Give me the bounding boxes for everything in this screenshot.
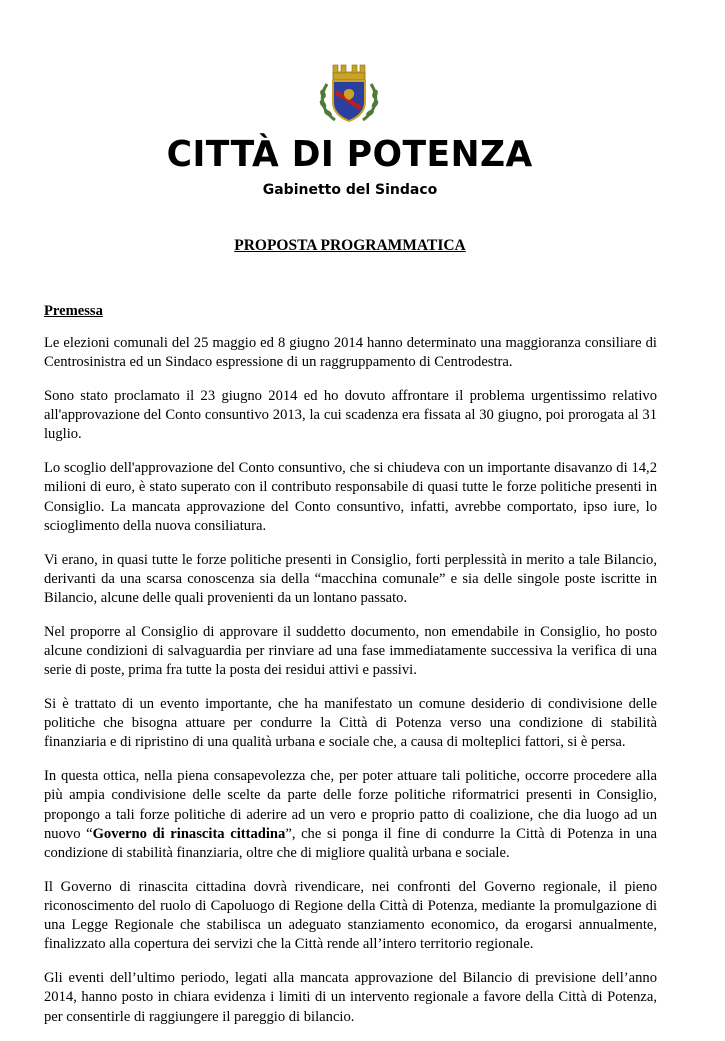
paragraph: Lo scoglio dell'approvazione del Conto consuntivo, che si chiudeva con un importante disavanzo di 14,2 milioni di euro, è stato superato con il contributo responsabile di quasi tutte le forze politiche presenti in Consiglio. La mancata approvazione del Conto consuntivo, infatti, avrebbe comportato, ipso iure, lo scioglimento della nuova consiliatura.	[44, 460, 657, 534]
paragraph-text: In questa ottica, nella piena consapevolezza che, per poter attuare tali politiche, occorre procedere alla più ampia condivisione delle scelte da parte delle forze politiche riformatrici presenti in Consiglio, propongo a tali forze politiche di aderire ad un vero e proprio patto di coalizione, che dia luogo ad un nuovo “	[44, 768, 657, 842]
document-body	[44, 302, 657, 1041]
paragraph: Sono stato proclamato il 23 giugno 2014 ed ho dovuto affrontare il problema urgentissimo relativo all'approvazione del Conto consuntivo 2013, la cui scadenza era fissata al 30 giugno, poi prorogata al 31 luglio.	[44, 388, 657, 443]
paragraph-text: ”, che si ponga il fine di condurre la Città di Potenza in una condizione di stabilità finanziaria, oltre che di migliore qualità urbana e sociale.	[44, 825, 657, 862]
paragraph: Le elezioni comunali del 25 maggio ed 8 giugno 2014 hanno determinato una maggioranza consiliare di Centrosinistra ed un Sindaco espressione di un raggruppamento di Centrodestra.	[44, 335, 657, 371]
paragraph: Il Governo di rinascita cittadina dovrà rivendicare, nei confronti del Governo regionale, il pieno riconoscimento del ruolo di Capoluogo di Regione della Città di Potenza, mediante la promulgazione di una Legge Regionale che stabilisca un adeguato stanziamento economico, da erogarsi annualmente, finalizzato alla copertura dei servizi che la Città rende all’intero territorio regionale.	[44, 878, 657, 953]
city-title	[0, 132, 700, 178]
paragraph	[44, 767, 657, 863]
emphasis-governo-di-rinascita: Governo di rinascita cittadina	[92, 825, 286, 842]
paragraph: Vi erano, in quasi tutte le forze politiche presenti in Consiglio, forti perplessità in merito a tale Bilancio, derivanti da una scarsa conoscenza sia della “macchina comunale” e sia delle singole poste iscritte in Bilancio, alcune delle quali provenienti da un lontano passato.	[44, 551, 657, 607]
paragraph: Gli eventi dell’ultimo periodo, legati alla mancata approvazione del Bilancio di previsione dell’anno 2014, hanno posto in chiara evidenza i limiti di un intervento regionale a favore della Città di Potenza, per consentirle di raggiungere il pareggio di bilancio.	[44, 970, 657, 1025]
office-subtitle: Gabinetto del Sindaco	[262, 182, 438, 198]
paragraph: Nel proporre al Consiglio di approvare il suddetto documento, non emendabile in Consiglio, ho posto alcune condizioni di salvaguardia per rinviare ad una fase immediatamente successiva la verifica di una serie di poste, prima fra tutte la posta dei residui attivi e passivi.	[44, 623, 657, 679]
paragraph: Si è trattato di un evento importante, che ha manifestato un comune desiderio di condivisione delle politiche che bisogna attuare per condurre la Città di Potenza verso una condizione di stabilità finanziaria e di ripristino di una qualità urbana e sociale che, a causa di molteplici fattori, si è persa.	[44, 696, 657, 751]
section-heading: Premessa	[44, 303, 103, 319]
coat-of-arms-icon	[317, 62, 381, 124]
document-title: PROPOSTA PROGRAMMATICA	[234, 237, 466, 254]
city-title-text: CITTÀ DI POTENZA	[166, 134, 534, 175]
